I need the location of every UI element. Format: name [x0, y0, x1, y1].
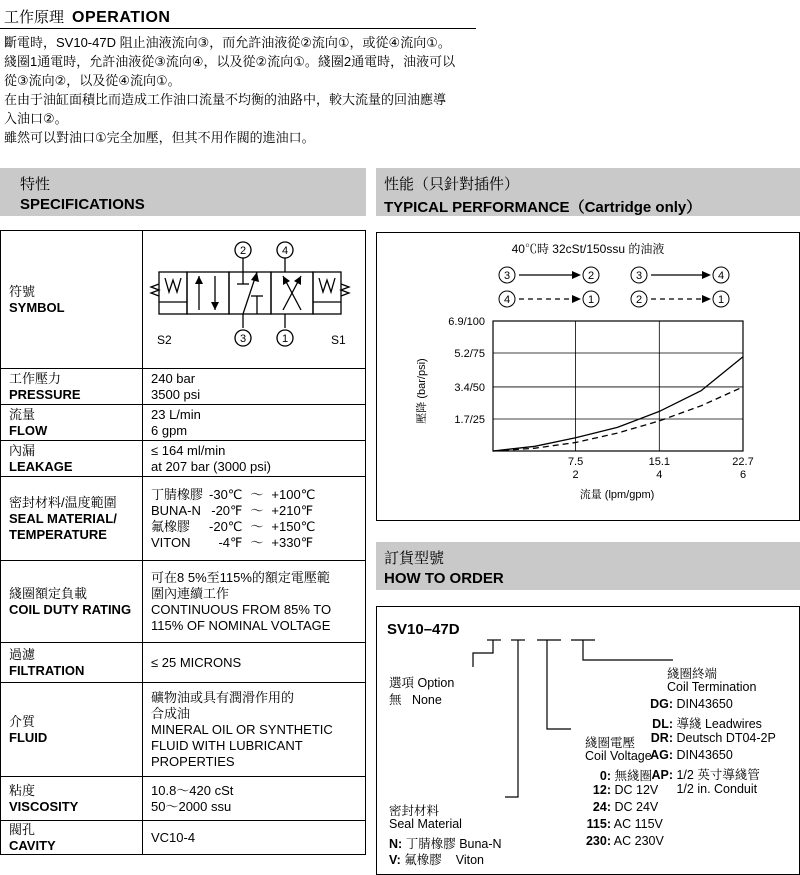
voltage-code: 0:	[599, 769, 611, 783]
temp-max: +100℃	[271, 486, 316, 502]
header-en: SPECIFICATIONS	[20, 196, 145, 213]
spec-label	[1, 477, 143, 561]
termination-desc: DIN43650	[676, 748, 733, 762]
label-cn: 內漏	[9, 442, 36, 458]
operation-title-en: OPERATION	[72, 9, 171, 26]
voltage-item	[583, 834, 664, 848]
legend-port: 3	[635, 270, 643, 282]
header-cn: 性能（只針對插件）	[384, 176, 520, 193]
option-cn: 選項	[389, 676, 415, 690]
spec-row-filtration	[1, 643, 366, 683]
temp-min: -20℃	[209, 518, 243, 534]
temp-range-sep: ～	[250, 534, 264, 550]
value-line: 115% OF NOMINAL VOLTAGE	[151, 617, 331, 633]
temp-max: +150℃	[271, 518, 316, 534]
legend-port: 3	[503, 270, 511, 282]
how-to-order-panel	[376, 606, 800, 875]
value-line: PROPERTIES	[151, 753, 235, 769]
voltage-item	[583, 766, 652, 784]
termination-item	[643, 748, 733, 762]
spec-label	[1, 561, 143, 643]
material-name: 丁腈橡膠	[151, 486, 204, 502]
value-line: 可在8 5%至115%的額定電壓範	[151, 569, 330, 585]
label-en: VISCOSITY	[9, 798, 79, 814]
specifications-table	[0, 230, 366, 855]
label-en: CAVITY	[9, 837, 56, 853]
y-tick-label: 5.2/75	[454, 348, 485, 361]
spec-label	[1, 405, 143, 441]
temp-min: -4℉	[218, 534, 243, 550]
header-cn: 特性	[20, 176, 51, 193]
spec-row-leakage	[1, 441, 366, 477]
label-en: LEAKAGE	[9, 458, 73, 474]
spec-value	[143, 441, 366, 477]
spec-label	[1, 643, 143, 683]
legend-solid	[499, 267, 729, 283]
spec-row-cavity	[1, 821, 366, 855]
operation-divider	[0, 28, 476, 29]
termination-desc: 1/2 英寸導綫管	[676, 768, 760, 782]
y-tick-label: 6.9/100	[448, 316, 485, 328]
voltage-desc: AC 115V	[613, 817, 663, 831]
termination-item	[643, 782, 757, 796]
value-line: 圍內連續工作	[151, 585, 230, 601]
x-tick-label-gpm: 4	[656, 469, 663, 481]
termination-item	[643, 731, 776, 745]
label-cn: 符號	[9, 283, 36, 299]
value-line: 3500 psi	[151, 386, 201, 402]
spec-value	[143, 821, 366, 855]
voltage-code: 230:	[585, 834, 611, 848]
spec-row-viscosity	[1, 777, 366, 821]
seal-en: Buna-N	[459, 837, 502, 851]
temp-max: +330℉	[271, 534, 314, 550]
termination-desc: 1/2 in. Conduit	[676, 782, 758, 796]
option-none-en: None	[411, 693, 442, 707]
label-en: FLUID	[9, 729, 48, 745]
operation-line: 入油口②。	[4, 111, 68, 126]
voltage-item	[583, 817, 663, 831]
x-tick-label-lpm: 15.1	[648, 456, 671, 468]
order-model: SV10–47D	[387, 621, 460, 638]
y-tick-label: 1.7/25	[454, 413, 485, 426]
label-cn: 密封材料/温度範圍	[9, 494, 117, 510]
termination-label-en: Coil Termination	[667, 680, 757, 694]
port-1-label: 1	[281, 332, 289, 345]
label-cn: 介質	[9, 713, 36, 729]
termination-item	[643, 765, 760, 783]
seal-code: N:	[389, 837, 403, 851]
temperature-table	[151, 487, 315, 551]
operation-line: 從③流向②，以及從④流向①。	[4, 73, 181, 88]
value-line: 23 L/min	[151, 406, 201, 422]
spec-row-coil-duty	[1, 561, 366, 643]
value-line: 礦物油或具有潤滑作用的	[151, 689, 295, 705]
option-none-cn: 無	[389, 693, 402, 707]
spec-row-seal-material	[1, 477, 366, 561]
seal-label-cn: 密封材料	[389, 804, 440, 818]
spec-value	[143, 561, 366, 643]
s1-label: S1	[331, 332, 346, 347]
header-en: TYPICAL PERFORMANCE（Cartridge only）	[384, 199, 702, 216]
termination-desc: DIN43650	[676, 697, 733, 711]
x-tick-label-gpm: 2	[572, 469, 579, 481]
spec-value	[143, 683, 366, 777]
port-4-label: 4	[281, 244, 289, 257]
option-none	[389, 690, 442, 708]
port-2-label: 2	[239, 244, 247, 257]
spec-value	[143, 369, 366, 405]
value-line: FLUID WITH LUBRICANT	[151, 737, 303, 753]
temp-range-sep: ～	[250, 502, 264, 518]
spec-value	[143, 777, 366, 821]
port-3-label: 3	[239, 332, 247, 345]
label-cn: 閥孔	[9, 821, 36, 837]
termination-code: DL:	[652, 717, 673, 731]
termination-label-cn: 綫圈終端	[667, 667, 718, 681]
label-cn: 綫圈額定負載	[9, 585, 88, 601]
value-line: CONTINUOUS FROM 85% TO	[151, 601, 332, 617]
legend-port: 4	[503, 294, 511, 306]
symbol-cell	[143, 231, 366, 369]
value-line: ≤ 164 ml/min	[151, 442, 226, 458]
material-name: BUNA-N	[151, 502, 201, 518]
hydraulic-symbol-diagram	[143, 232, 365, 368]
spec-row-fluid	[1, 683, 366, 777]
seal-en: Viton	[455, 853, 484, 867]
voltage-desc: 無綫圈	[614, 769, 652, 783]
material-name: 氟橡膠	[151, 518, 191, 534]
operation-line: 綫圈1通電時，允許油液從③流向④，以及從②流向①。綫圈2通電時，油液可以	[4, 54, 456, 69]
label-en: FLOW	[9, 422, 48, 438]
spec-row-pressure	[1, 369, 366, 405]
value-line: 合成油	[151, 705, 191, 721]
termination-code: DR:	[650, 731, 673, 745]
termination-desc: 導綫 Leadwires	[676, 717, 762, 731]
label-cn: 流量	[9, 406, 36, 422]
spec-label	[1, 441, 143, 477]
seal-cn: 氟橡膠	[404, 853, 442, 867]
header-cn: 訂貨型號	[384, 550, 445, 567]
label-en: FILTRATION	[9, 662, 85, 678]
value-line: 50～2000 ssu	[151, 798, 232, 814]
pressure-drop-chart	[377, 233, 799, 520]
legend-dashed	[499, 291, 729, 307]
operation-line: 斷電時，SV10-47D 阻止油液流向③，而允許油液從②流向①，或從④流向①。	[4, 35, 451, 50]
spec-label	[1, 231, 143, 369]
plot-frame	[493, 321, 743, 451]
chart-title: 40℃時 32cSt/150ssu 的油液	[511, 242, 665, 256]
spec-value	[143, 643, 366, 683]
series-line-solid	[493, 357, 743, 451]
legend-port: 1	[587, 294, 595, 306]
legend-port: 2	[587, 270, 595, 282]
termination-item	[643, 697, 733, 711]
label-en: SYMBOL	[9, 299, 65, 315]
x-tick-label-lpm: 7.5	[567, 456, 584, 468]
spec-label	[1, 777, 143, 821]
spec-value	[143, 405, 366, 441]
voltage-code: 115:	[586, 817, 611, 831]
legend-port: 4	[717, 270, 725, 282]
voltage-label-en: Coil Voltage	[585, 749, 652, 763]
voltage-desc: AC 230V	[613, 834, 664, 848]
value-line: MINERAL OIL OR SYNTHETIC	[151, 721, 333, 737]
temp-range-sep: ～	[250, 486, 264, 502]
temp-max: +210℉	[271, 502, 314, 518]
voltage-desc: DC 24V	[614, 800, 659, 814]
termination-desc: Deutsch DT04-2P	[676, 731, 776, 745]
termination-code: AP:	[651, 768, 673, 782]
voltage-code: 24:	[592, 800, 611, 814]
value-line: at 207 bar (3000 psi)	[151, 458, 271, 474]
legend-port: 1	[717, 294, 725, 306]
operation-title-cn: 工作原理	[4, 9, 65, 26]
spec-value	[143, 477, 366, 561]
value-line: 6 gpm	[151, 422, 188, 438]
value-line: 240 bar	[151, 370, 196, 386]
seal-label-en: Seal Material	[389, 817, 462, 831]
label-cn: 過濾	[9, 646, 36, 662]
seal-item	[389, 850, 484, 868]
voltage-desc: DC 12V	[614, 783, 659, 797]
x-tick-label-gpm: 6	[739, 469, 747, 481]
spec-label	[1, 369, 143, 405]
header-en: HOW TO ORDER	[384, 570, 504, 587]
operation-line: 在由于油缸面積比而造成工作油口流量不均衡的油路中，較大流量的回油應導	[4, 92, 447, 107]
seal-cn: 丁腈橡膠	[405, 837, 456, 851]
label-en: SEAL MATERIAL/ TEMPERATURE	[9, 510, 117, 542]
label-en: PRESSURE	[9, 386, 81, 402]
operation-title	[4, 6, 170, 27]
termination-code: DG:	[650, 697, 673, 711]
termination-code: AG:	[650, 748, 673, 762]
value-line: VC10-4	[151, 829, 196, 845]
s2-label: S2	[157, 332, 172, 347]
label-cn: 工作壓力	[9, 370, 62, 386]
spec-row-flow	[1, 405, 366, 441]
temp-min: -30℃	[209, 486, 243, 502]
x-axis-label: 流量 (lpm/gpm)	[579, 489, 655, 501]
label-en: COIL DUTY RATING	[9, 601, 132, 617]
x-tick-label-lpm: 22.7	[732, 456, 754, 468]
y-tick-label: 3.4/50	[454, 381, 485, 394]
voltage-item	[583, 800, 658, 814]
material-name: VITON	[151, 534, 191, 550]
spec-label	[1, 683, 143, 777]
value-line: ≤ 25 MICRONS	[151, 654, 242, 670]
temp-range-sep: ～	[250, 518, 264, 534]
voltage-label-cn: 綫圈電壓	[585, 736, 636, 750]
label-cn: 粘度	[9, 782, 36, 798]
seal-code: V:	[389, 853, 401, 867]
specifications-header	[0, 168, 366, 216]
temp-min: -20℉	[211, 502, 243, 518]
operation-line: 雖然可以對油口①完全加壓，但其不用作閥的進油口。	[4, 130, 315, 145]
spec-label	[1, 821, 143, 855]
y-axis-label: 壓降 (bar/psi)	[416, 358, 428, 424]
how-to-order-header	[376, 542, 800, 590]
spec-row-symbol	[1, 231, 366, 369]
legend-port: 2	[635, 294, 643, 306]
performance-chart-panel	[376, 232, 800, 521]
performance-header	[376, 168, 800, 216]
option-label	[389, 673, 454, 691]
value-line: 10.8～420 cSt	[151, 782, 234, 798]
termination-item	[643, 714, 762, 732]
voltage-code: 12:	[592, 783, 611, 797]
option-en: Option	[417, 676, 455, 690]
